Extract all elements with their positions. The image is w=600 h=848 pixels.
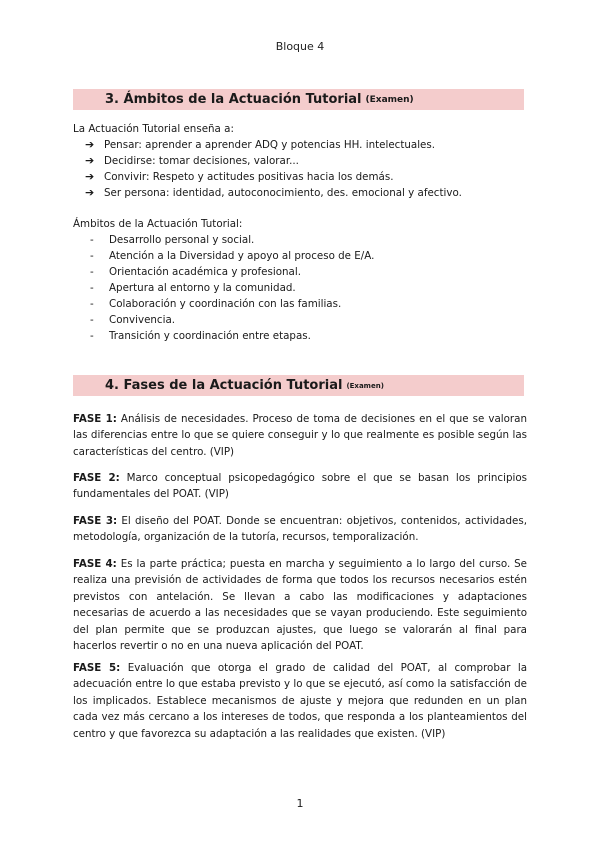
page-header: Bloque 4 (275, 40, 325, 53)
dash-icon: - (90, 266, 94, 278)
phase-label: FASE 4: (73, 558, 117, 570)
teaches-intro: La Actuación Tutorial enseña a: (73, 123, 234, 135)
dash-icon: - (90, 234, 94, 246)
phase-4 (73, 556, 527, 654)
phase-label: FASE 3: (73, 515, 118, 527)
list-item: - Orientación académica y profesional. (90, 266, 301, 278)
section-3-title: 3. Ámbitos de la Actuación Tutorial (105, 92, 362, 107)
section-3-heading (73, 89, 524, 110)
arrow-icon: ➔ (85, 186, 95, 199)
dash-icon: - (90, 282, 94, 294)
section-4-title: 4. Fases de la Actuación Tutorial (105, 378, 343, 393)
page-number: 1 (296, 797, 304, 810)
phase-2 (73, 470, 527, 503)
list-item: ➔ Pensar: aprender a aprender ADQ y potencias HH. intelectuales. (85, 138, 436, 151)
ambitos-list (90, 232, 374, 344)
list-item: - Convivencia. (90, 314, 176, 326)
arrow-icon: ➔ (85, 138, 95, 151)
list-item: ➔ Convivir: Respeto y actitudes positivas hacia los demás. (85, 170, 394, 183)
phase-label: FASE 5: (73, 662, 121, 674)
section-4-tag: (Examen) (346, 381, 384, 390)
teaches-list (85, 137, 462, 201)
phase-label: FASE 2: (73, 472, 120, 484)
phase-text: Es la parte práctica; puesta en marcha y seguimiento a lo largo del curso. Se realiza una previsión de actividades de forma que todos los recursos necesarios estén previstos con antelación. Se llevan a cabo las modificaciones y adaptaciones necesarias de acuerdo a las necesidades que se vayan produciendo. Este seguimiento del plan permite que se produzcan ajustes, que luego se valorarán al final para hacerlos revertir o no en una nueva aplicación del POAT. (73, 558, 527, 653)
dash-icon: - (90, 314, 94, 326)
phase-label: FASE 1: (73, 413, 117, 425)
list-item: - Apertura al entorno y la comunidad. (90, 282, 296, 294)
ambitos-intro: Ámbitos de la Actuación Tutorial: (73, 218, 243, 230)
phase-1 (73, 411, 527, 460)
phase-text: El diseño del POAT. Donde se encuentran: objetivos, contenidos, actividades, metodología, organización de la tutoría, recursos, temporalización. (73, 515, 527, 544)
list-item: - Transición y coordinación entre etapas. (90, 330, 311, 342)
section-4-heading (73, 375, 524, 396)
phase-text: Análisis de necesidades. Proceso de toma de decisiones en el que se valoran las diferencias entre lo que se quiere conseguir y lo que realmente es posible según las características del centro. (VIP) (73, 413, 528, 458)
phase-3 (73, 513, 527, 546)
phase-text: Marco conceptual psicopedagógico sobre el que se basan los principios fundamentales del POAT. (VIP) (73, 472, 528, 501)
section-3-tag: (Examen) (365, 94, 414, 105)
dash-icon: - (90, 330, 94, 342)
arrow-icon: ➔ (85, 170, 95, 183)
list-item: ➔ Decidirse: tomar decisiones, valorar... (85, 154, 299, 167)
list-item: ➔ Ser persona: identidad, autoconocimiento, des. emocional y afectivo. (85, 186, 462, 199)
list-item: - Atención a la Diversidad y apoyo al proceso de E/A. (90, 250, 375, 262)
list-item: - Desarrollo personal y social. (90, 234, 255, 246)
dash-icon: - (90, 298, 94, 310)
list-item: - Colaboración y coordinación con las familias. (90, 298, 342, 310)
phase-5 (73, 660, 527, 742)
dash-icon: - (90, 250, 94, 262)
arrow-icon: ➔ (85, 154, 95, 167)
phase-text: Evaluación que otorga el grado de calidad del POAT, al comprobar la adecuación entre lo que estaba previsto y lo que se ejecutó, así como la satisfacción de los implicados. Establece mecanismos de ajuste y mejora que redunden en un plan cada vez más cercano a los intereses de todos, que responda a los planteamientos del centro y que favorezca su adaptación a las realidades que existen. (VIP) (73, 662, 528, 740)
